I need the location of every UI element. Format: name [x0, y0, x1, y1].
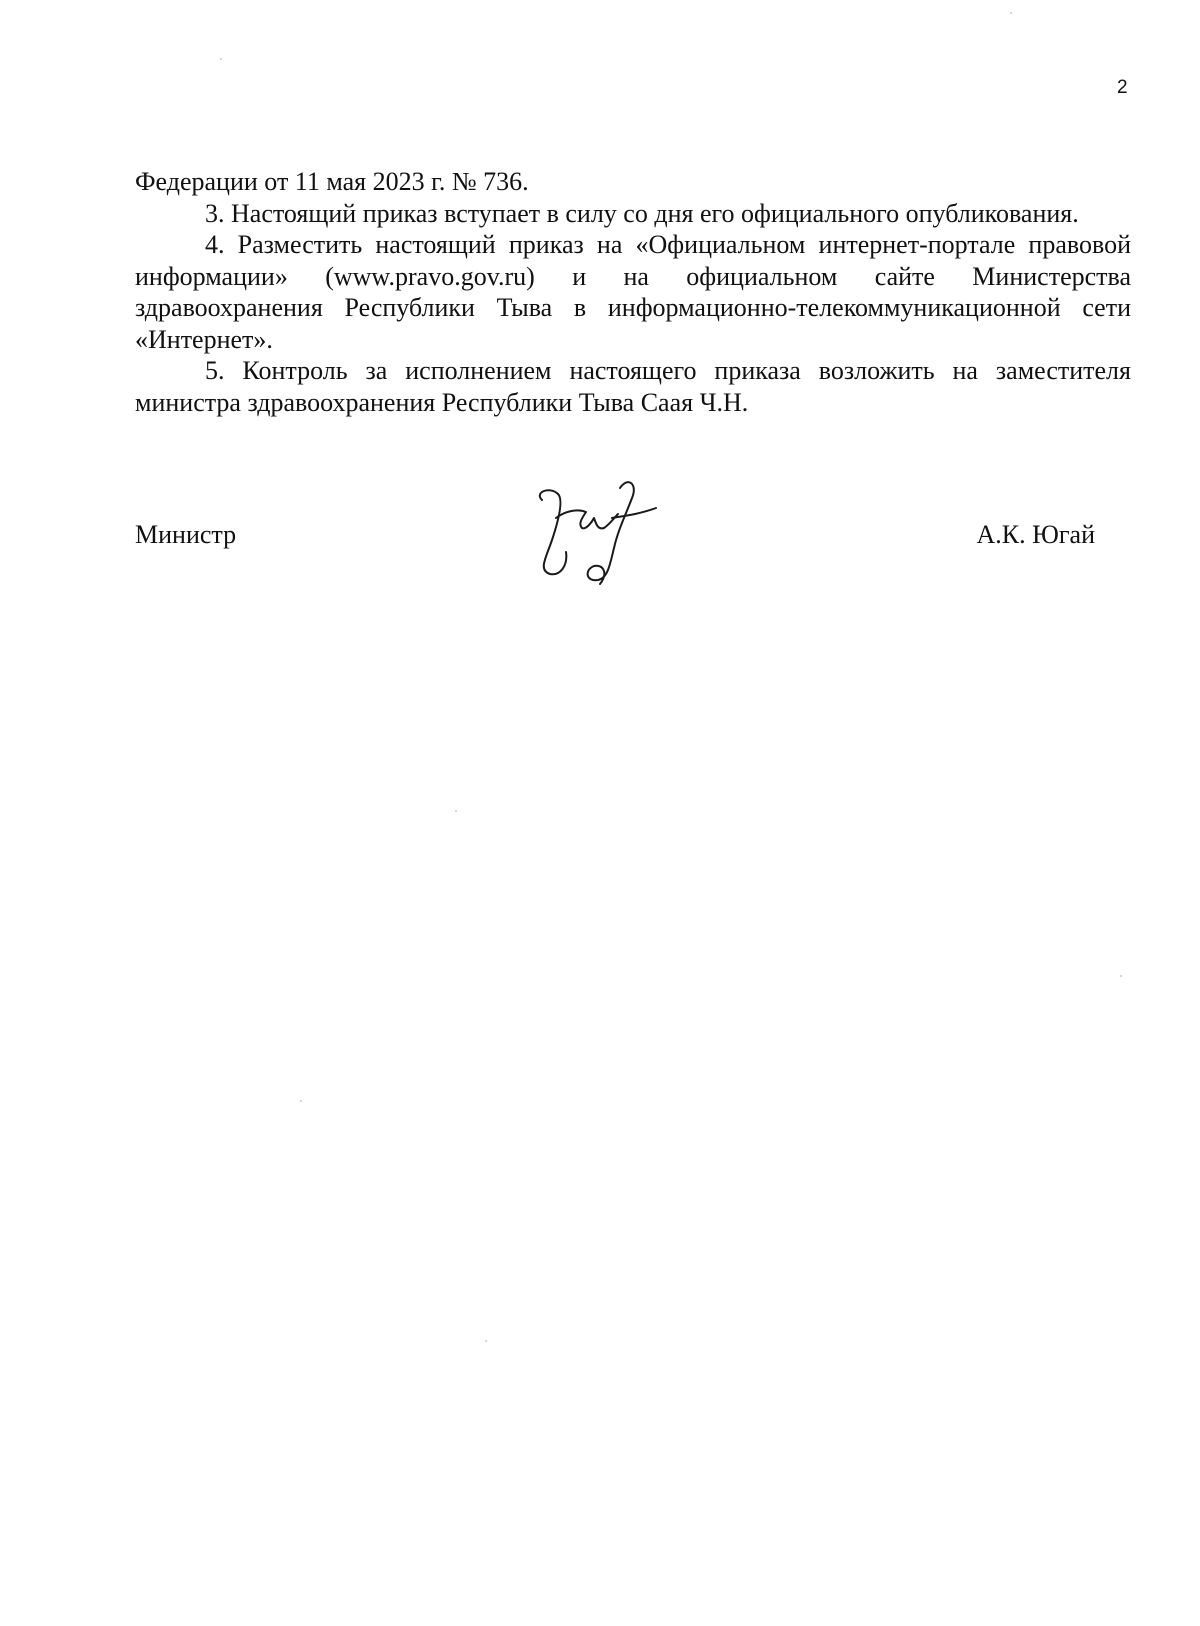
paragraph-item-5: 5. Контроль за исполнением настоящего приказа возложить на заместителя министра здравоохранения Республики Тыва Саая Ч.Н. — [135, 356, 1131, 417]
document-body — [135, 166, 1131, 418]
paragraph-item-3: 3. Настоящий приказ вступает в силу со дня его официального опубликования. — [205, 198, 1079, 228]
page-number: 2 — [1117, 77, 1128, 98]
handwritten-signature — [528, 478, 668, 588]
paragraph-continuation: Федерации от 11 мая 2023 г. № 736. — [135, 167, 529, 196]
paragraph-item-4: 4. Разместить настоящий приказ на «Официальном интернет-портале правовой информации» (www.pravo.gov.ru) и на официальном сайте Министерства здравоохранения Республики Тыва в информационно-телекоммуникационной сети «Интернет». — [135, 230, 1131, 354]
signer-name: А.К. Югай — [976, 520, 1095, 549]
signer-title: Министр — [135, 520, 237, 549]
